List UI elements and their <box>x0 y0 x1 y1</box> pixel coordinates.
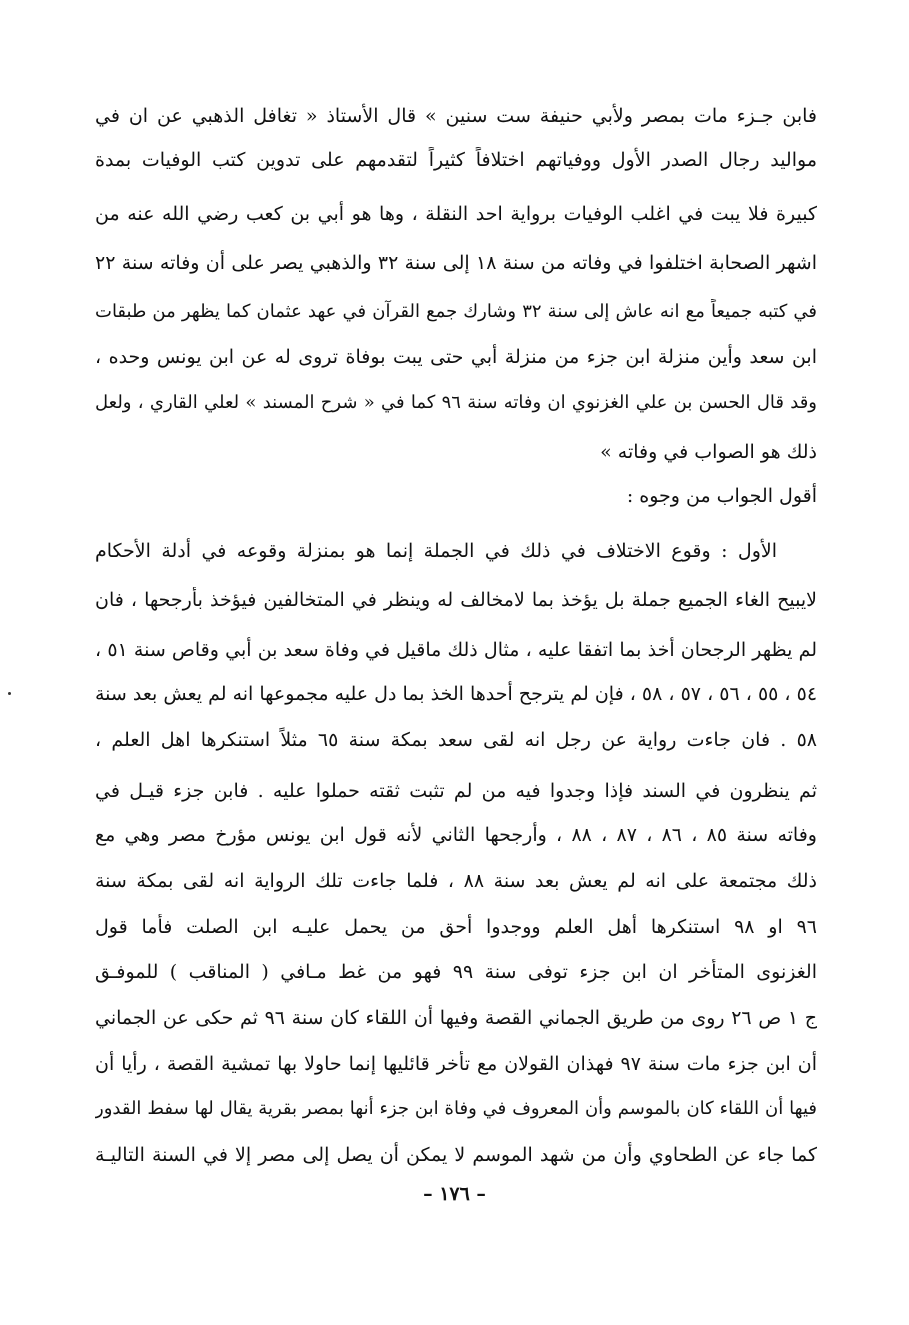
text-line: ثم ينظرون في السند فإذا وجدوا فيه من لم تثبت ثقته حملوا عليه . فابن جزء قيـل في <box>95 780 817 802</box>
scan-speck <box>8 692 11 695</box>
text-line: ٥٨ . فان جاءت رواية عن رجل انه لقى سعد بمكة سنة ٦٥ مثلاً استنكرها اهل العلم ، <box>95 729 817 751</box>
paragraph-first-line: الأول : وقوع الاختلاف في ذلك في الجملة إنما هو بمنزلة وقوعه في أدلة الأحكام <box>95 540 777 562</box>
text-line: وقد قال الحسن بن علي الغزنوي ان وفاته سنة ٩٦ كما في « شرح المسند » لعلي القاري ، ولعل <box>95 392 817 413</box>
text-line: في كتبه جميعاً مع انه عاش إلى سنة ٣٢ وشارك جمع القرآن في عهد عثمان كما يظهر من طبقات <box>95 301 817 322</box>
text-line: كما جاء عن الطحاوي وأن من شهد الموسم لا يمكن أن يصل إلى مصر إلا في السنة التاليـة <box>95 1144 817 1166</box>
text-line: ذلك مجتمعة على انه لم يعش بعد سنة ٨٨ ، فلما جاءت تلك الرواية انه لقى بمكة سنة <box>95 870 817 892</box>
text-line: وفاته سنة ٨٥ ، ٨٦ ، ٨٧ ، ٨٨ ، وأرجحها الثاني لأنه قول ابن يونس مؤرخ مصر وهي مع <box>95 824 817 846</box>
text-line: ابن سعد وأين منزلة ابن جزء من منزلة أبي حتى يبت بوفاة تروى له عن ابن يونس وحده ، <box>95 346 817 368</box>
text-line: لايبيح الغاء الجميع جملة بل يؤخذ بما لامخالف له وينظر في المتخالفين فيؤخذ بأرجحها ، فان <box>95 589 817 611</box>
page-number: – ١٧٦ – <box>423 1183 486 1205</box>
text-line: ٩٦ او ٩٨ استنكرها أهل العلم ووجدوا أحق من يحمل عليـه ابن الصلت فأما قول <box>95 916 817 938</box>
text-line: أن ابن جزء مات سنة ٩٧ فهذان القولان مع تأخر قائليها إنما حاولا بها تمشية القصة ، رأيا أن <box>95 1053 817 1075</box>
text-line: كبيرة فلا يبت في اغلب الوفيات برواية احد النقلة ، وها هو أبي بن كعب رضي الله عنه من <box>95 203 817 225</box>
text-line: أقول الجواب من وجوه : <box>626 485 817 507</box>
text-line: ٥٤ ، ٥٥ ، ٥٦ ، ٥٧ ، ٥٨ ، فإن لم يترجح أحدها الخذ بما دل عليه مجموعها انه لم يعش بعد سنة <box>95 683 817 705</box>
text-line: فيها أن اللقاء كان بالموسم وأن المعروف في وفاة ابن جزء أنها بمصر بقرية يقال لها سفط القدور <box>95 1098 817 1119</box>
text-line: اشهر الصحابة اختلفوا في وفاته من سنة ١٨ إلى سنة ٣٢ والذهبي يصر على أن وفاته سنة ٢٢ <box>95 252 817 274</box>
text-line: فابن جـزء مات بمصر ولأبي حنيفة ست سنين » قال الأستاذ « تغافل الذهبي عن ان في <box>95 105 817 127</box>
text-line: ج ١ ص ٢٦ روى من طريق الجماني القصة وفيها أن اللقاء كان سنة ٩٦ ثم حكى عن الجماني <box>95 1007 817 1029</box>
text-line: لم يظهر الرجحان أخذ بما اتفقا عليه ، مثال ذلك ماقيل في وفاة سعد بن أبي وقاص سنة ٥١ ، <box>95 639 817 661</box>
text-line: مواليد رجال الصدر الأول ووفياتهم اختلافاً كثيراً لتقدمهم على تدوين كتب الوفيات بمدة <box>95 149 817 171</box>
text-line: ذلك هو الصواب في وفاته » <box>600 441 817 463</box>
text-line: الغزنوى المتأخر ان ابن جزء توفى سنة ٩٩ فهو من غط مـافي ( المناقب ) للموفـق <box>95 961 817 983</box>
